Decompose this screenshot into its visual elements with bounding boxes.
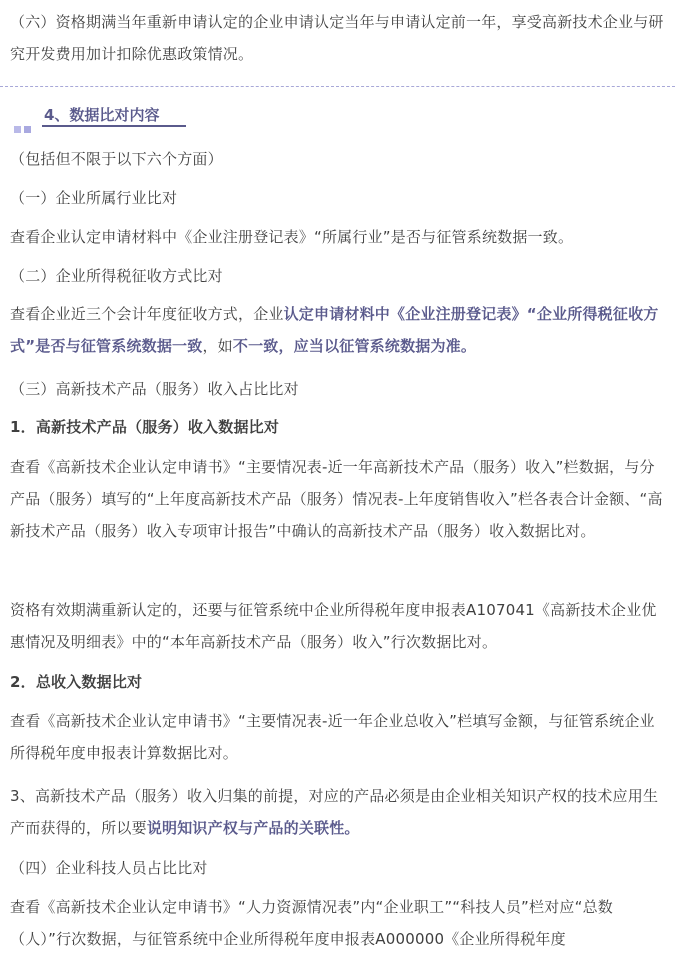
subheading-total-income: 2．总收入数据比对 — [10, 673, 143, 691]
emphasis-text: 不一致，应当以征管系统数据为准。 — [232, 337, 477, 355]
subheading-industry: （一）企业所属行业比对 — [10, 189, 178, 207]
section-divider — [0, 86, 675, 87]
paragraph-total-income: 查看《高新技术企业认定申请书》“主要情况表-近一年企业总收入”栏填写金额，与征管系统企业所得税年度申报表计算数据比对。 — [10, 712, 655, 762]
section-heading — [14, 100, 214, 128]
paragraph-staff-ratio: 查看《高新技术企业认定申请书》“人力资源情况表”内“企业职工”“科技人员”栏对应“总数（人）”行次数据，与征管系统中企业所得税年度申报表A000000《企业所得税年度 — [10, 898, 614, 948]
paragraph-hightech-income: 查看《高新技术企业认定申请书》“主要情况表-近一年高新技术产品（服务）收入”栏数据，与分产品（服务）填写的“上年度高新技术产品（服务）情况表-上年度销售收入”栏各表合计金额、“高新技术产品（服务）收入专项审计报告”中确认的高新技术产品（服务）收入数据比对。 — [10, 458, 663, 540]
text: 3、高新技术产品（服务）收入归集的前提，对应的产品必须是由企业相关知识产权的技术应用生产而获得的，所以要 — [10, 787, 659, 837]
paragraph-tax-method — [10, 298, 665, 362]
heading-decoration-icon — [14, 119, 34, 137]
subheading-tax-method: （二）企业所得税征收方式比对 — [10, 267, 223, 285]
section-title: 4、数据比对内容 — [44, 106, 160, 124]
subheading-staff-ratio: （四）企业科技人员占比比对 — [10, 859, 208, 877]
paragraph-scope: （包括但不限于以下六个方面） — [10, 150, 223, 168]
paragraph-ip-relevance — [10, 780, 665, 844]
subheading-income-ratio: （三）高新技术产品（服务）收入占比比对 — [10, 380, 299, 398]
text: ，如 — [202, 337, 233, 355]
paragraph-policy-situation: （六）资格期满当年重新申请认定的企业申请认定当年与申请认定前一年，享受高新技术企业与研究开发费用加计扣除优惠政策情况。 — [10, 13, 664, 63]
paragraph-renewal-comparison: 资格有效期满重新认定的，还要与征管系统中企业所得税年度申报表A107041《高新技术企业优惠情况及明细表》中的“本年高新技术产品（服务）收入”行次数据比对。 — [10, 601, 657, 651]
subheading-hightech-income: 1．高新技术产品（服务）收入数据比对 — [10, 418, 280, 436]
text: 查看企业近三个会计年度征收方式，企业 — [10, 305, 284, 323]
paragraph-industry: 查看企业认定申请材料中《企业注册登记表》“所属行业”是否与征管系统数据一致。 — [10, 228, 574, 246]
emphasis-text: 认定申请材料中《企业注册登记表》“企业所得税征收方式”是否与征管系统数据一致 — [10, 305, 659, 355]
emphasis-text: 说明知识产权与产品的关联性。 — [146, 819, 360, 837]
section-title-underline — [42, 125, 186, 127]
